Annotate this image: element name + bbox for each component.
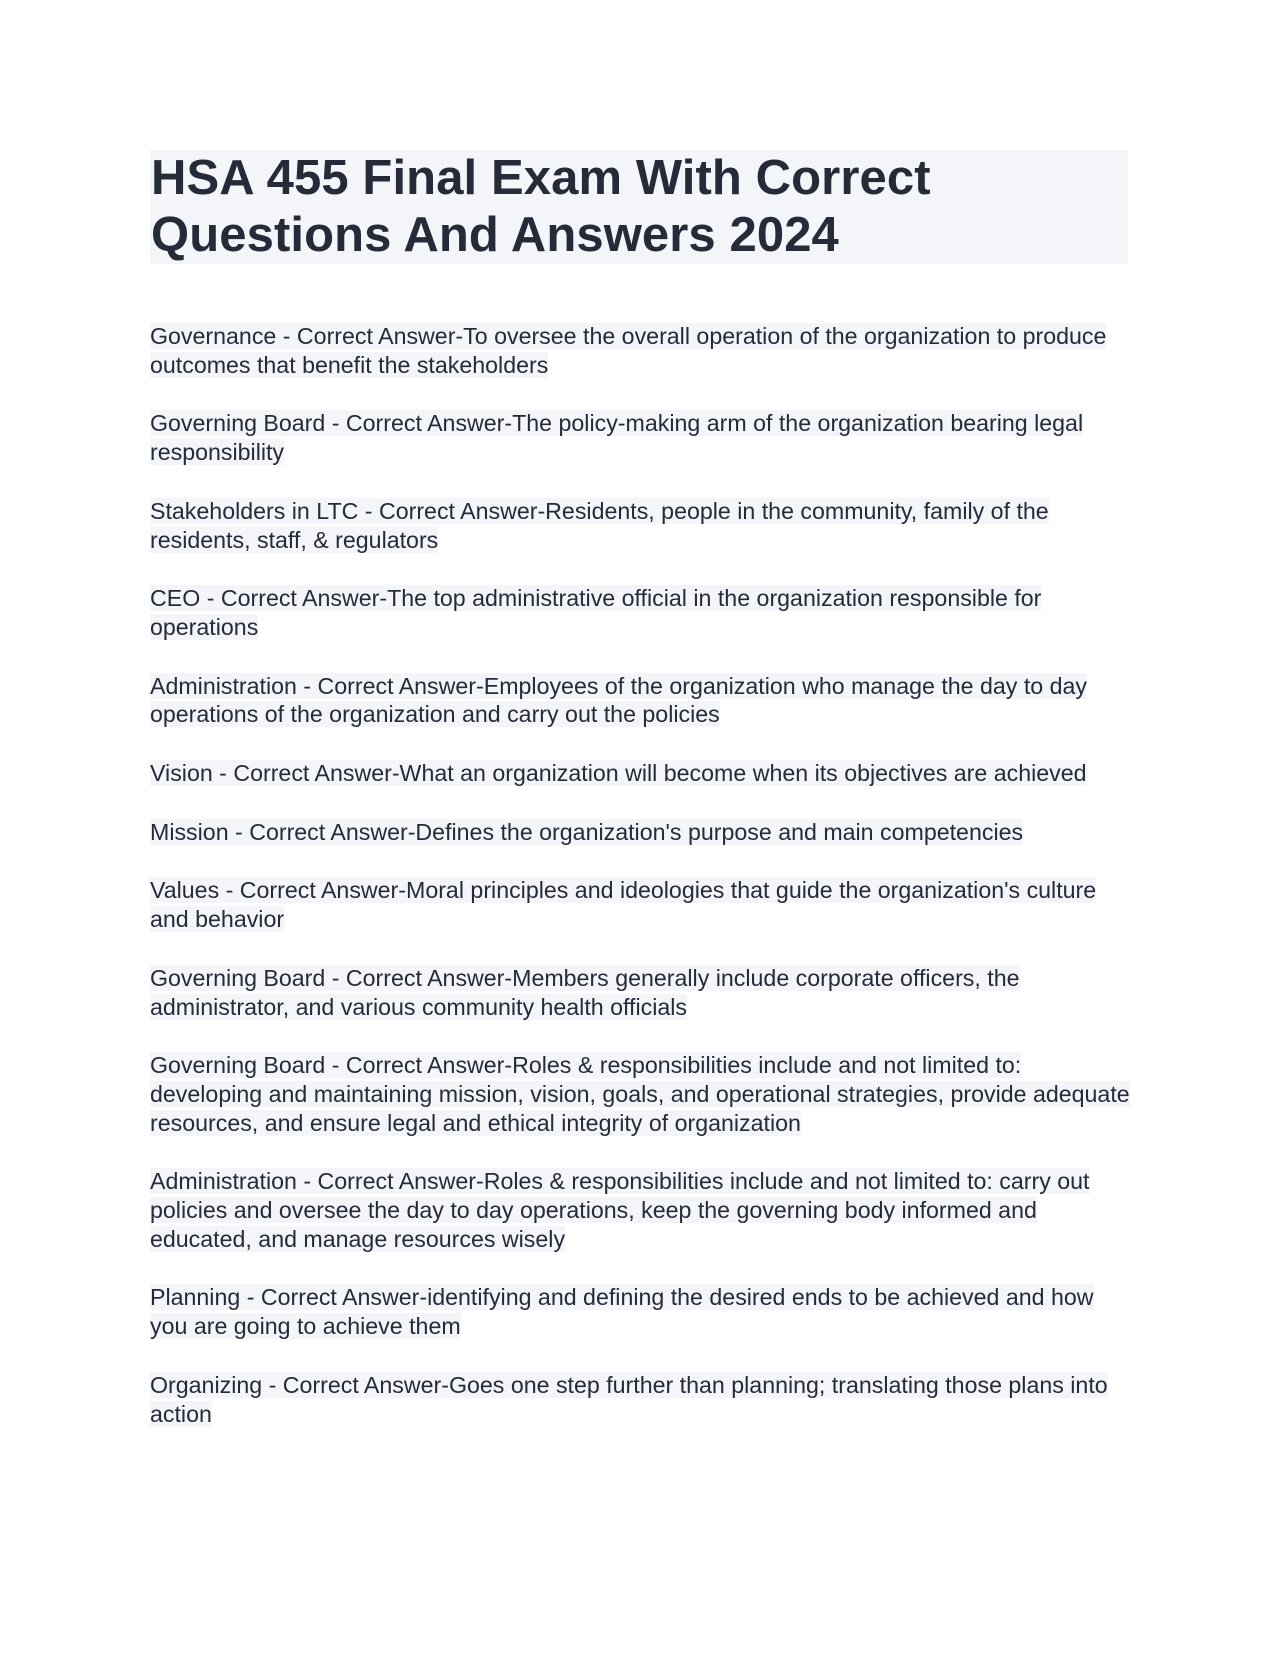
qa-entry	[150, 322, 1130, 379]
qa-entry	[150, 1283, 1130, 1340]
qa-entry	[150, 964, 1130, 1021]
qa-entry-text: Administration - Correct Answer-Employees of the organization who manage the day to day operations of the organization and carry out the policies	[150, 672, 1087, 728]
qa-entry-text: Stakeholders in LTC - Correct Answer-Residents, people in the community, family of the residents, staff, & regulators	[150, 497, 1049, 553]
qa-entry-text: Governance - Correct Answer-To oversee the overall operation of the organization to produce outcomes that benefit the stakeholders	[150, 323, 1107, 378]
qa-entry	[150, 818, 1130, 847]
qa-entry-text: Organizing - Correct Answer-Goes one step further than planning; translating those plans into action	[150, 1371, 1108, 1427]
qa-entry-text: Administration - Correct Answer-Roles & responsibilities include and not limited to: carry out policies and oversee the day to day operations, keep the governing body informed and educated, and manage resources wisely	[150, 1168, 1090, 1252]
qa-entry	[150, 672, 1130, 729]
qa-list	[150, 322, 1130, 1458]
title-block	[150, 150, 1128, 264]
document-title: HSA 455 Final Exam With Correct Questions And Answers 2024	[151, 151, 931, 262]
qa-entry	[150, 876, 1130, 933]
qa-entry-text: CEO - Correct Answer-The top administrative official in the organization responsible for operations	[150, 585, 1042, 640]
qa-entry	[150, 759, 1130, 788]
qa-entry-text: Values - Correct Answer-Moral principles and ideologies that guide the organization's culture and behavior	[150, 877, 1097, 933]
qa-entry	[150, 1167, 1130, 1253]
qa-entry	[150, 1051, 1130, 1137]
qa-entry-text: Governing Board - Correct Answer-Members generally include corporate officers, the administrator, and various community health officials	[150, 964, 1020, 1020]
qa-entry	[150, 1371, 1130, 1428]
qa-entry	[150, 409, 1130, 466]
qa-entry	[150, 497, 1130, 554]
qa-entry	[150, 584, 1130, 641]
qa-entry-text: Governing Board - Correct Answer-The policy-making arm of the organization bearing legal responsibility	[150, 410, 1084, 466]
qa-entry-text: Governing Board - Correct Answer-Roles & responsibilities include and not limited to: developing and maintaining mission, vision, goals, and operational strategies, provide adequate resources, and ensure legal and ethical integrity of organization	[150, 1052, 1130, 1136]
qa-entry-text: Planning - Correct Answer-identifying and defining the desired ends to be achieved and how you are going to achieve them	[150, 1284, 1094, 1340]
qa-entry-text: Vision - Correct Answer-What an organization will become when its objectives are achieved	[150, 760, 1087, 787]
qa-entry-text: Mission - Correct Answer-Defines the organization's purpose and main competencies	[150, 818, 1024, 845]
document-page	[150, 150, 1130, 1427]
